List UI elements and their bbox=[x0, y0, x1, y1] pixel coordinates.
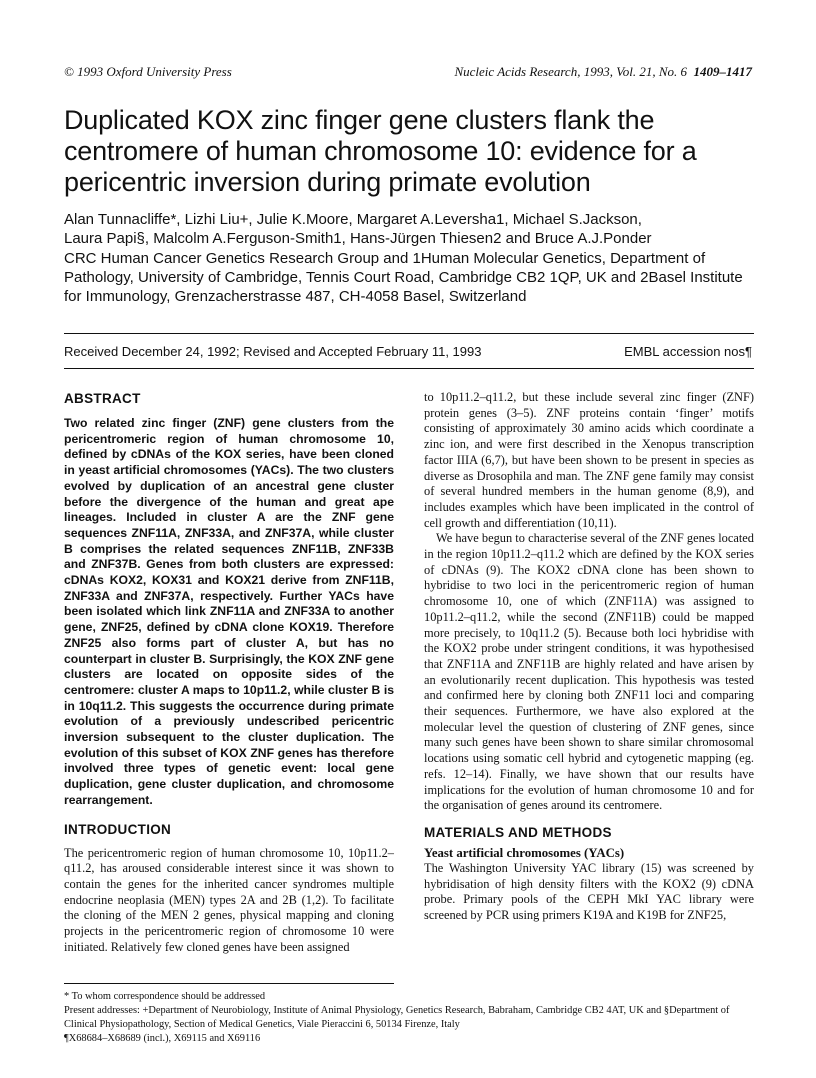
author-line-2: Laura Papi§, Malcolm A.Ferguson-Smith1, Hans-Jürgen Thiesen2 and Bruce A.J.Ponder bbox=[64, 230, 652, 247]
received-dates: Received December 24, 1992; Revised and Accepted February 11, 1993 bbox=[64, 344, 482, 359]
copyright-notice: © 1993 Oxford University Press bbox=[64, 64, 232, 79]
affiliations: CRC Human Cancer Genetics Research Group and 1Human Molecular Genetics, Department of Pathology, University of Cambridge, Tennis Court Road, Cambridge CB2 1QP, UK and 2Basel Institute for Immunology, Grenzacherstrasse 487, CH-4058 Basel, Switzerland bbox=[64, 250, 743, 305]
methods-paragraph-1: The Washington University YAC library (15) was screened by hybridisation of high density filters with the KOX2 (9) cDNA probe. Primary pools of the CEPH MkI YAC library were screened by PCR using primers K19A and K19B for ZNF25, bbox=[424, 860, 754, 923]
introduction-paragraph-2: We have begun to characterise several of the ZNF genes located in the region 10p11.2–q11.2 which are defined by the KOX series of cDNAs (9). The KOX2 cDNA clone has been shown to hybridise to two loci in the pericentromeric region of human chromosome 10, one of which (ZNF11A) was assigned to 10p11.2–q11.2, while the second (ZNF11B) could be mapped more precisely, to 10q11.2 (5). Because both loci hybridise with the KOX2 probe under stringent conditions, it was hypothesised that ZNF11A and ZNF11B are highly related and have arisen by an evolutionarily recent duplication. This hypothesis was tested and confirmed here by cloning both ZNF11 loci and comparing their sequences. Furthermore, we have also explored at the molecular level the question of clustering of ZNF genes, since many such genes have been shown to share similar chromosomal locations using somatic cell hybrid and cytogenetic mapping (eg. refs. 12–14). Finally, we have shown that our results have implications for the evolution of human chromosome 10 and for the organisation of genes around its centromere. bbox=[424, 531, 754, 813]
right-column bbox=[424, 390, 754, 924]
introduction-heading: INTRODUCTION bbox=[64, 821, 172, 837]
abstract-heading: ABSTRACT bbox=[64, 391, 141, 406]
footnote-accession-numbers: ¶X68684–X68689 (incl.), X69115 and X69116 bbox=[64, 1033, 261, 1044]
introduction-paragraph-1: The pericentromeric region of human chromosome 10, 10p11.2–q11.2, has aroused considerable interest since it was shown to contain the genes for the inherited cancer syndromes multiple endocrine neoplasia (MEN) types 2A and 2B (1,2). To facilitate the cloning of the MEN 2 genes, physical mapping and cloning projects in the pericentromeric region of chromosome 10 were initiated. Relatively few cloned genes have been assigned bbox=[64, 845, 394, 954]
journal-name: Nucleic Acids Research, 1993, Vol. 21, No. 6 bbox=[454, 64, 687, 79]
page-range: 1409–1417 bbox=[693, 64, 752, 79]
author-line-1: Alan Tunnacliffe*, Lizhi Liu+, Julie K.Moore, Margaret A.Leversha1, Michael S.Jackson, bbox=[64, 211, 642, 228]
abstract-text: Two related zinc finger (ZNF) gene clusters from the pericentromeric region of human chromosome 10, defined by cDNAs of the KOX series, have been cloned in yeast artificial chromosomes (YACs). The two clusters evolved by duplication of an ancestral gene cluster before the divergence of the human and great ape lineages. Included in cluster A are the ZNF gene sequences ZNF11A, ZNF33A, and ZNF37A, while cluster B comprises the related sequences ZNF11B, ZNF33B and ZNF37B. Genes from both clusters are expressed: cDNAs KOX2, KOX31 and KOX21 derive from ZNF11B, ZNF33A and ZNF37A, respectively. Further YACs have been isolated which link ZNF11A and ZNF33A to another gene, ZNF25, defined by cDNA clone KOX19. Therefore ZNF25 also forms part of cluster A, but has no counterpart in cluster B. Surprisingly, the KOX ZNF gene clusters are located on opposite sides of the centromere: cluster A maps to 10p11.2, while cluster B is in 10q11.2. This suggests the occurrence during primate evolution of a previously undescribed pericentric inversion subsequent to the cluster duplication. The evolution of this subset of KOX ZNF genes has therefore involved three types of genetic event: local gene duplication, gene cluster duplication, and chromosome rearrangement. bbox=[64, 416, 394, 807]
article-title: Duplicated KOX zinc finger gene clusters flank the centromere of human chromosome 10: evidence for a pericentric inversion during primate evolution bbox=[64, 105, 697, 197]
divider-top bbox=[64, 333, 754, 334]
journal-citation bbox=[454, 64, 752, 80]
methods-heading: MATERIALS AND METHODS bbox=[424, 824, 612, 840]
footnote-present-addresses: Present addresses: +Department of Neurobiology, Institute of Animal Physiology, Genetics Research, Babraham, Cambridge CB2 4AT, UK and §Department of Clinical Physiopathology, Section of Medical Genetics, Viale Pieraccini 6, 50134 Firenze, Italy bbox=[64, 1005, 730, 1030]
left-column bbox=[64, 390, 394, 956]
yac-subheading: Yeast artificial chromosomes (YACs) bbox=[424, 845, 625, 860]
author-list bbox=[64, 210, 754, 248]
embl-accession-label: EMBL accession nos¶ bbox=[624, 344, 752, 359]
footnote-divider bbox=[64, 983, 394, 984]
introduction-paragraph-continued: to 10p11.2–q11.2, but these include several zinc finger (ZNF) protein genes (3–5). ZNF proteins contain ‘finger’ motifs consisting of approximately 30 amino acids which coordinate a zinc ion, and were first described in the Xenopus transcription factor IIIA (6,7), but have been shown to be present in species as diverse as Drosophila and man. The ZNF gene family may consist of several hundred members in the human genome (8,9), and includes examples which have been implicated in the control of cell growth and differentiation (10,11). bbox=[424, 390, 754, 530]
footnotes bbox=[64, 990, 754, 1046]
footnote-correspondence: * To whom correspondence should be addressed bbox=[64, 991, 266, 1002]
divider-bottom bbox=[64, 368, 754, 369]
